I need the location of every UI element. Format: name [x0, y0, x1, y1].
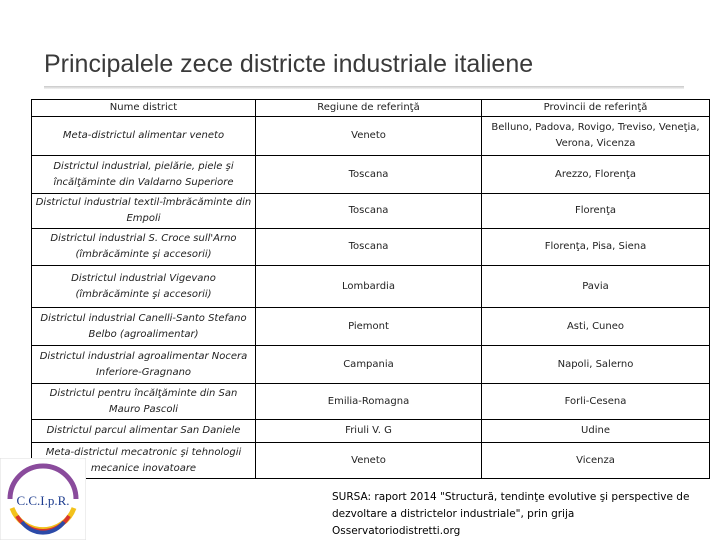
- provinces-cell: Napoli, Salerno: [482, 346, 710, 384]
- provinces-cell: Arezzo, Florenţa: [482, 156, 710, 194]
- table-row: [32, 443, 710, 479]
- table-row: [32, 384, 710, 420]
- table-row: [32, 229, 710, 266]
- region-cell: Toscana: [256, 229, 482, 266]
- title-underline: [44, 86, 684, 89]
- district-name-cell: Districtul industrial textil-îmbrăcăminte din Empoli: [32, 194, 256, 229]
- ccipr-logo-icon: [0, 458, 86, 540]
- table-row: [32, 308, 710, 346]
- district-name-cell: Districtul industrial Vigevano (îmbrăcăminte şi accesorii): [32, 266, 256, 308]
- table-row: [32, 194, 710, 229]
- table-row: [32, 346, 710, 384]
- provinces-cell: Pavia: [482, 266, 710, 308]
- region-cell: Toscana: [256, 156, 482, 194]
- provinces-cell: Vicenza: [482, 443, 710, 479]
- table-header-row: [32, 100, 710, 117]
- ccipr-logo: [0, 458, 86, 540]
- provinces-cell: Belluno, Padova, Rovigo, Treviso, Veneţia, Verona, Vicenza: [482, 117, 710, 156]
- region-cell: Veneto: [256, 443, 482, 479]
- table-row: [32, 266, 710, 308]
- provinces-cell: Florenţa, Pisa, Siena: [482, 229, 710, 266]
- table-row: [32, 420, 710, 443]
- districts-table: [31, 99, 710, 479]
- region-cell: Emilia-Romagna: [256, 384, 482, 420]
- district-name-cell: Districtul parcul alimentar San Daniele: [32, 420, 256, 443]
- district-name-cell: Districtul industrial agroalimentar Nocera Inferiore-Gragnano: [32, 346, 256, 384]
- district-name-cell: Meta-districtul alimentar veneto: [32, 117, 256, 156]
- provinces-cell: Florenţa: [482, 194, 710, 229]
- district-name-cell: Districtul industrial S. Croce sull'Arno (îmbrăcăminte şi accesorii): [32, 229, 256, 266]
- logo-text: C.C.I.p.R.: [16, 493, 70, 508]
- region-cell: Lombardia: [256, 266, 482, 308]
- provinces-cell: Forli-Cesena: [482, 384, 710, 420]
- region-cell: Piemont: [256, 308, 482, 346]
- district-name-cell: Districtul pentru încălţăminte din San Mauro Pascoli: [32, 384, 256, 420]
- region-cell: Toscana: [256, 194, 482, 229]
- region-cell: Campania: [256, 346, 482, 384]
- region-cell: Friuli V. G: [256, 420, 482, 443]
- district-name-cell: Districtul industrial Canelli-Santo Stefano Belbo (agroalimentar): [32, 308, 256, 346]
- provinces-cell: Asti, Cuneo: [482, 308, 710, 346]
- region-cell: Veneto: [256, 117, 482, 156]
- header-provinces: Provincii de referinţă: [482, 100, 710, 117]
- slide-title: Principalele zece districte industriale italiene: [44, 50, 534, 78]
- provinces-cell: Udine: [482, 420, 710, 443]
- district-name-cell: Meta-districtul mecatronic şi tehnologii mecanice inovatoare: [32, 443, 256, 479]
- source-note: SURSA: raport 2014 "Structură, tendinţe evolutive şi perspective de dezvoltare a districtelor industriale", prin grija Osservatoriodistretti.org: [332, 491, 690, 537]
- header-district-name: Nume district: [32, 100, 256, 117]
- district-name-cell: Districtul industrial, pielărie, piele şi încălţăminte din Valdarno Superiore: [32, 156, 256, 194]
- table-row: [32, 156, 710, 194]
- table-row: [32, 117, 710, 156]
- header-region: Regiune de referinţă: [256, 100, 482, 117]
